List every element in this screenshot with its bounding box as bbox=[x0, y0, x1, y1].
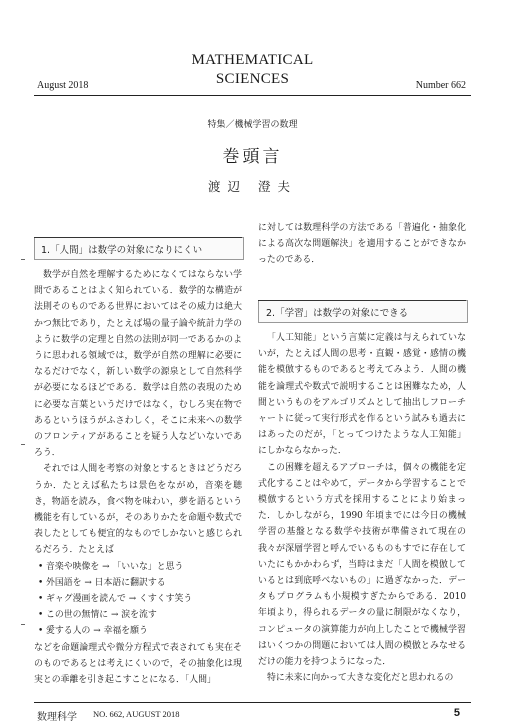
footer-issue: NO. 662, AUGUST 2018 bbox=[93, 709, 180, 719]
section-2-paragraph-2: この困難を超えるアプローチは，個々の機能を定式化することはやめて，データから学習することで模倣するという方式を採用することにより始まった．しかしながら，1990 年頃までには今日の機械学習の基盤となる数学や技術が準備されて現在の我々が深層学習と呼んでいるものもすでに存在していたにもかかわらず，当時はまだ「人間を模倣しているとは到底呼べないもの」に過ぎなかった．データもプログラムも小規模すぎたからである．2010 年頃より，得られるデータの量に制限がなくなり，コンピュータの演算能力が向上したことで機械学習はいくつかの問題においては人間の模倣とみなせるだけの能力を持つようになった． bbox=[258, 462, 466, 668]
example-list bbox=[34, 559, 242, 640]
section-2-heading-rule bbox=[258, 300, 466, 301]
feature-series: 特集／機械学習の数理 bbox=[207, 120, 298, 130]
header-rule bbox=[34, 95, 471, 96]
list-item: • 愛する人の → 幸福を願う bbox=[38, 626, 148, 637]
footer-journal: 数理科学 bbox=[37, 712, 77, 723]
section-1-continuation: に対しては数理科学の方法である「普遍化・抽象化による高次な問題解決」を適用することができなかったのである． bbox=[258, 223, 466, 266]
page-number: 5 bbox=[453, 707, 460, 719]
right-column-top bbox=[258, 220, 466, 269]
journal-title-line2: SCIENCES bbox=[215, 71, 290, 87]
margin-tick bbox=[21, 259, 25, 260]
section-2-paragraph-1: 「人工知能」という言葉に定義は与えられていないが，たとえば人間の思考・直観・感覚・感情の機能を模倣するものであると考えてみよう．人間の機能を論理式や数式で説明することは困難なため，人間というものをアルゴリズムとして抽出しフローチャートに従って実行形式を作るという試みも過去にはあったのだが，「とってつけたような人工知能」にしかならなかった． bbox=[258, 333, 466, 457]
section-1-paragraph-2: それでは人間を考察の対象とするときはどうだろうか．たとえば私たちは景色をながめ，音楽を聴き，物語を読み，食べ物を味わい，夢を語るという機能を有しているが，そのありかたを命題や数式で表したとしても便宜的なものでしかないと感じられるだろう．たとえば bbox=[34, 464, 242, 556]
issue-date: August 2018 bbox=[37, 80, 89, 91]
article-author: 渡辺 澄夫 bbox=[208, 179, 297, 194]
section-1-paragraph-3: などを命題論理式や微分方程式で表されても実在そのものであるとは考えにくいので，その抽象化は現実との乖離を引き起こすことになる．「人間」 bbox=[34, 642, 242, 686]
list-item: • この世の無情に → 涙を流す bbox=[38, 610, 157, 621]
section-1-paragraph-1: 数学が自然を理解するためになくてはならない学問であることはよく知られている．数学的な構造が法則そのものである世界においてはその威力は絶大かつ無比であり，たとえば場の量子論や統計力学のように数学の定理と自然の法則が同一であるかのように思われる領域では，数学が自然の理解に必要になるだけでなく，新しい数学の源泉として自然科学が必要になるほどである．数学は自然の表現のために必要な言葉というだけではなく，むしろ実在物であるというほうがふさわしく，そこに未来への数学のフロンティアがあることを疑う人などいないであろう． bbox=[34, 270, 242, 459]
list-item: • 音楽や映像を → 「いいな」と思う bbox=[38, 561, 184, 572]
section-1-heading: 1.「人間」は数学の対象になりにくい bbox=[41, 245, 203, 256]
list-item: • 外国語を → 日本語に翻訳する bbox=[38, 577, 166, 588]
right-column bbox=[258, 330, 466, 686]
margin-tick bbox=[21, 444, 25, 445]
left-column bbox=[34, 267, 242, 688]
section-1-heading-rule bbox=[34, 237, 242, 238]
issue-number: Number 662 bbox=[415, 80, 466, 91]
section-2-heading: 2.「学習」は数学の対象にできる bbox=[266, 308, 409, 319]
section-2-paragraph-3: 特に未来に向かって大きな変化だと思われるの bbox=[267, 673, 454, 684]
journal-title-line1: MATHEMATICAL bbox=[191, 52, 314, 68]
article-title: 巻頭言 bbox=[222, 147, 283, 167]
list-item: • ギャグ漫画を読んで → くすくす笑う bbox=[38, 594, 193, 605]
footer-rule bbox=[34, 702, 471, 703]
margin-tick bbox=[21, 624, 25, 625]
